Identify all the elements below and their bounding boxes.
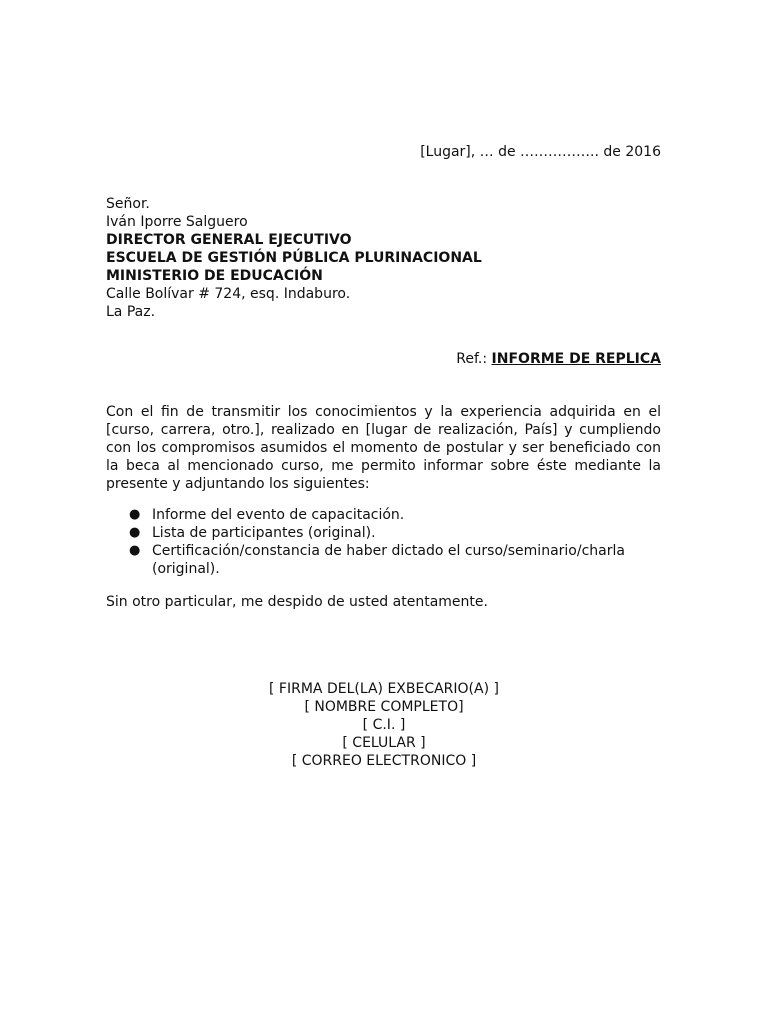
signature-email: [ CORREO ELECTRONICO ]	[291, 753, 477, 769]
recipient-institution: ESCUELA DE GESTIÓN PÚBLICA PLURINACIONAL	[106, 250, 482, 266]
recipient-position: DIRECTOR GENERAL EJECUTIVO	[106, 232, 352, 248]
recipient-block	[106, 195, 666, 321]
list-item	[106, 542, 661, 578]
bullet-icon: ●	[129, 543, 141, 558]
signature-block	[0, 680, 768, 770]
signature-phone: [ CELULAR ]	[342, 735, 426, 751]
attachment-list	[106, 506, 661, 578]
reference-label: Ref.:	[456, 351, 488, 367]
signature-id-number: [ C.I. ]	[362, 717, 406, 733]
reference-line	[456, 350, 661, 368]
attachment-text: Certificación/constancia de haber dictado el curso/seminario/charla (original).	[152, 543, 625, 577]
closing-line: Sin otro particular, me despido de usted atentamente.	[106, 594, 488, 610]
recipient-address: Calle Bolívar # 724, esq. Indaburo.	[106, 286, 351, 302]
recipient-salutation: Señor.	[106, 196, 150, 212]
body-paragraph: Con el fin de transmitir los conocimientos y la experiencia adquirida en el [curso, carrera, otro.], realizado en [lugar de realización, País] y cumpliendo con los compromisos asumidos el momento de postular y ser beneficiado con la beca al mencionado curso, me permito informar sobre éste mediante la presente y adjuntando los siguientes:	[106, 404, 661, 492]
recipient-city: La Paz.	[106, 304, 156, 320]
date-line: [Lugar], … de …………….. de 2016	[420, 144, 661, 160]
attachment-text: Lista de participantes (original).	[152, 525, 376, 541]
list-item	[106, 506, 661, 524]
reference-subject: INFORME DE REPLICA	[491, 351, 661, 367]
list-item	[106, 524, 661, 542]
signature-full-name: [ NOMBRE COMPLETO]	[304, 699, 464, 715]
bullet-icon: ●	[129, 525, 141, 540]
recipient-name: Iván Iporre Salguero	[106, 214, 248, 230]
signature-line: [ FIRMA DEL(LA) EXBECARIO(A) ]	[269, 681, 499, 697]
recipient-ministry: MINISTERIO DE EDUCACIÓN	[106, 268, 323, 284]
attachment-text: Informe del evento de capacitación.	[152, 507, 405, 523]
bullet-icon: ●	[129, 507, 141, 522]
